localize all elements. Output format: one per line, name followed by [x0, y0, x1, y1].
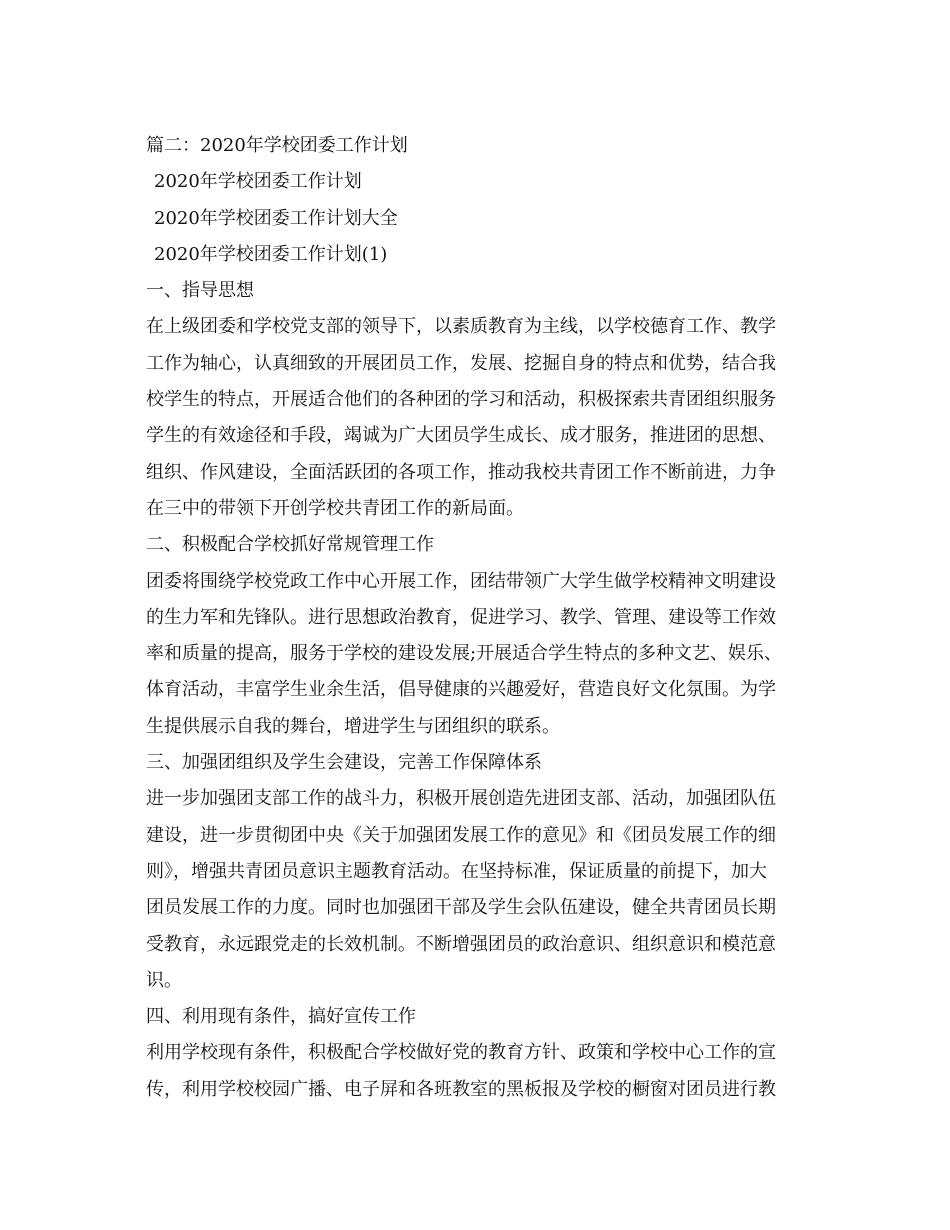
paragraph-line: 工作为轴心，认真细致的开展团员工作，发展、挖掘自身的特点和优势，结合我 — [146, 352, 776, 374]
toc-entry: 2020年学校团委工作计划 — [154, 171, 362, 193]
document-heading: 篇二：2020年学校团委工作计划 — [146, 135, 408, 156]
paragraph-line: 生提供展示自我的舞台，增进学生与团组织的联系。 — [146, 715, 560, 737]
paragraph-line: 团委将围绕学校党政工作中心开展工作，团结带领广大学生做学校精神文明建设 — [146, 570, 776, 592]
section-title: 二、积极配合学校抓好常规管理工作 — [146, 534, 434, 556]
toc-entry: 2020年学校团委工作计划大全 — [154, 207, 398, 229]
paragraph-line: 传，利用学校校园广播、电子屏和各班教室的黑板报及学校的橱窗对团员进行教 — [146, 1078, 776, 1100]
paragraph-line: 的生力军和先锋队。进行思想政治教育，促进学习、教学、管理、建设等工作效 — [146, 606, 776, 628]
paragraph-line: 识。 — [146, 969, 182, 991]
paragraph-line: 利用学校现有条件，积极配合学校做好党的教育方针、政策和学校中心工作的宣 — [146, 1042, 776, 1064]
paragraph-line: 受教育，永远跟党走的长效机制。不断增强团员的政治意识、组织意识和模范意 — [146, 933, 776, 955]
paragraph-line: 建设，进一步贯彻团中央《关于加强团发展工作的意见》和《团员发展工作的细 — [146, 824, 776, 846]
section-title: 一、指导思想 — [146, 280, 254, 302]
paragraph-line: 体育活动，丰富学生业余生活，倡导健康的兴趣爱好，营造良好文化氛围。为学 — [146, 679, 776, 701]
paragraph-line: 率和质量的提高，服务于学校的建设发展;开展适合学生特点的多种文艺、娱乐、 — [146, 643, 783, 665]
paragraph-line: 进一步加强团支部工作的战斗力，积极开展创造先进团支部、活动，加强团队伍 — [146, 788, 776, 810]
paragraph-line: 在上级团委和学校党支部的领导下，以素质教育为主线，以学校德育工作、教学 — [146, 316, 776, 338]
section-title: 四、利用现有条件，搞好宣传工作 — [146, 1006, 416, 1028]
paragraph-line: 则》，增强共青团员意识主题教育活动。在坚持标准，保证质量的前提下，加大 — [146, 860, 767, 882]
document-body — [146, 128, 806, 1108]
paragraph-line: 学生的有效途径和手段，竭诚为广大团员学生成长、成才服务，推进团的思想、 — [146, 425, 776, 447]
paragraph-line: 组织、作风建设，全面活跃团的各项工作，推动我校共青团工作不断前进，力争 — [146, 461, 776, 483]
section-title: 三、加强团组织及学生会建设，完善工作保障体系 — [146, 752, 542, 774]
paragraph-line: 在三中的带领下开创学校共青团工作的新局面。 — [146, 497, 524, 519]
paragraph-line: 校学生的特点，开展适合他们的各种团的学习和活动，积极探索共青团组织服务 — [146, 389, 776, 411]
toc-entry: 2020年学校团委工作计划(1) — [154, 243, 388, 265]
paragraph-line: 团员发展工作的力度。同时也加强团干部及学生会队伍建设，健全共青团员长期 — [146, 897, 776, 919]
